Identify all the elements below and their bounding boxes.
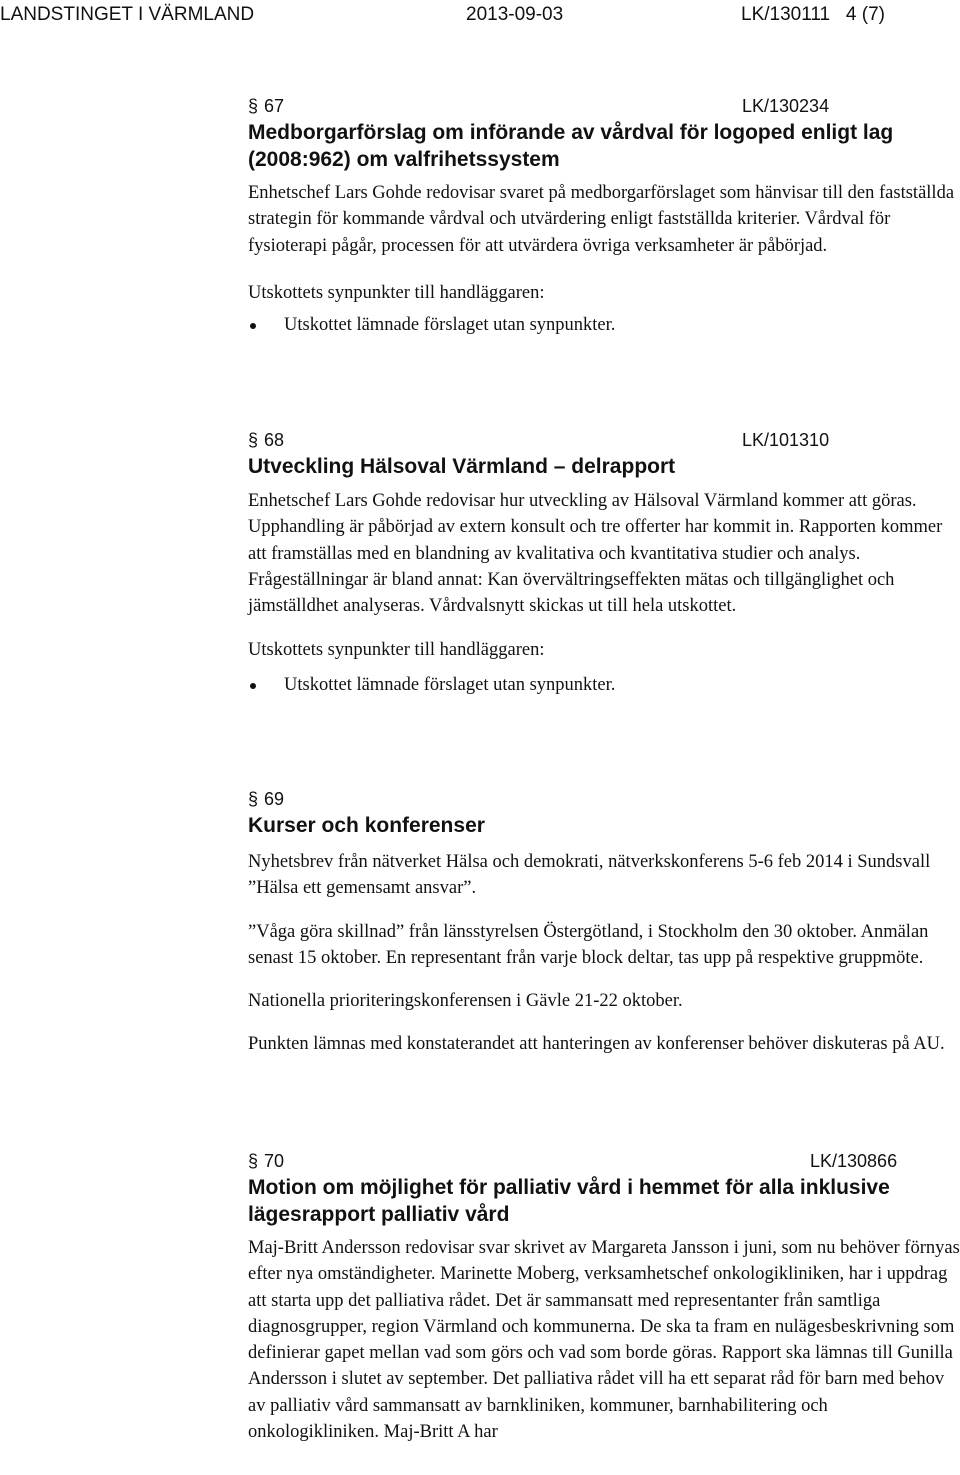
section-68-heading-row [248, 430, 960, 454]
case-number: LK/130234 [742, 96, 830, 116]
subheading: Utskottets synpunkter till handläggaren: [248, 640, 545, 661]
section-69 [248, 789, 960, 1058]
bullet-item [248, 312, 960, 338]
section-title: Kurser och konferenser [248, 814, 485, 837]
section-69-heading-row [248, 789, 960, 813]
section-number: 69 [264, 789, 285, 809]
bullet-item [248, 672, 960, 698]
section-number: 67 [264, 96, 285, 116]
bullet-text: Utskottet lämnade förslaget utan synpunkter. [284, 314, 616, 335]
paragraph-symbol: § [248, 789, 259, 809]
section-number: 70 [264, 1151, 285, 1171]
header-organization: LANDSTINGET I VÄRMLAND [0, 4, 255, 25]
section-68 [248, 430, 960, 698]
bullet-icon [250, 323, 256, 329]
section-number: 68 [264, 430, 285, 450]
section-70-heading-row [248, 1151, 960, 1175]
case-number: LK/130866 [810, 1151, 898, 1171]
section-67 [248, 96, 960, 338]
case-number: LK/101310 [742, 430, 830, 450]
paragraph-symbol: § [248, 430, 259, 450]
subheading: Utskottets synpunkter till handläggaren: [248, 282, 545, 303]
paragraph-symbol: § [248, 1151, 259, 1171]
header-date: 2013-09-03 [466, 4, 564, 25]
header-reference: LK/130111 4 (7) [741, 4, 886, 25]
section-body: Maj-Britt Andersson redovisar svar skrivet av Margareta Jansson i juni, som nu behöver förnyas efter nya omständigheter. Marinette Moberg, verksamhetschef onkologikliniken, har i uppdrag att starta upp det palliativa rådet. Det är sammansatt med representanter från samtliga diagnosgrupper, region Värmland och kommunerna. De ska ta fram en nulägesbeskrivning som definierar gapet mellan vad som görs och vad som borde göras. Rapport ska lämnas till Gunilla Andersson i slutet av september. Det palliativa rådet vill ha ett separat råd för barn med behov av palliativ vård sammansatt av barnkliniken, kommuner, barnhabilitering och onkologikliniken. Maj-Britt A har [248, 1238, 960, 1443]
section-paragraph: Punkten lämnas med konstaterandet att hanteringen av konferenser behöver diskuteras på AU. [248, 1034, 945, 1055]
section-title: Utveckling Hälsoval Värmland – delrapport [248, 455, 676, 478]
section-67-heading-row [248, 96, 960, 120]
section-paragraph: Nyhetsbrev från nätverket Hälsa och demokrati, nätverkskonferens 5-6 feb 2014 i Sundsvall ”Hälsa ett gemensamt ansvar”. [248, 852, 931, 899]
bullet-icon [250, 683, 256, 689]
section-body: Enhetschef Lars Gohde redovisar svaret på medborgarförslaget som hänvisar till den fastställda strategin för kommande vårdval och utvärdering enligt fastställda kriterier. Vårdval för fysioterapi pågår, processen för att utvärdera övriga verksamheter är påbörjad. [248, 183, 955, 256]
section-title: Motion om möjlighet för palliativ vård i hemmet för alla inklusive lägesrapport palliativ vård [248, 1176, 890, 1226]
bullet-text: Utskottet lämnade förslaget utan synpunkter. [284, 675, 616, 696]
section-body: Enhetschef Lars Gohde redovisar hur utveckling av Hälsoval Värmland kommer att göras. Upphandling är påbörjad av extern konsult och tre offerter har kommit in. Rapporten kommer att framställas med en blandning av kvalitativa och kvantitativa studier och analys. Frågeställningar är bland annat: Kan övervältringseffekten mätas och tillgänglighet och jämställdhet analyseras. Vårdvalsnytt skickas ut till hela utskottet. [248, 491, 943, 617]
section-paragraph: ”Våga göra skillnad” från länsstyrelsen Östergötland, i Stockholm den 30 oktober. Anmälan senast 15 oktober. En representant från varje block deltar, tas upp på respektive gruppmöte. [248, 921, 929, 968]
section-title: Medborgarförslag om införande av vårdval för logoped enligt lag (2008:962) om valfrihetssystem [248, 121, 894, 171]
section-70 [248, 1151, 960, 1445]
section-paragraph: Nationella prioriteringskonferensen i Gävle 21-22 oktober. [248, 991, 683, 1012]
page-header [0, 4, 960, 28]
paragraph-symbol: § [248, 96, 259, 116]
